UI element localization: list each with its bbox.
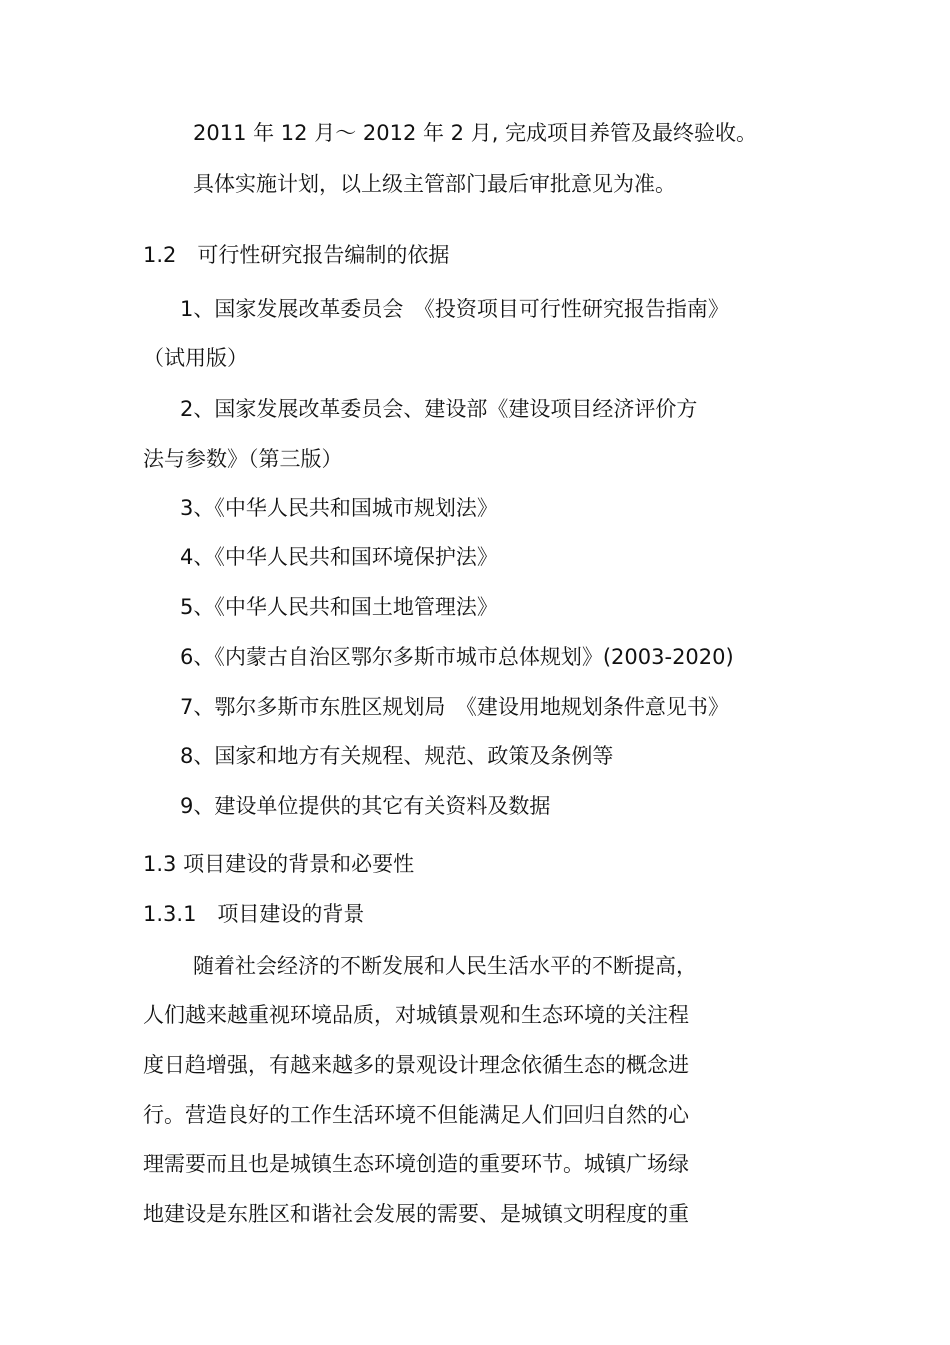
list-item: 6、《内蒙古自治区鄂尔多斯市城市总体规划》(2003-2020) — [180, 645, 734, 669]
paragraph-line: 度日趋增强，有越来越多的景观设计理念依循生态的概念进 — [143, 1053, 689, 1077]
paragraph-line: 行。营造良好的工作生活环境不但能满足人们回归自然的心 — [143, 1103, 689, 1127]
subsection-heading: 1.3.1 项目建设的背景 — [143, 902, 365, 926]
section-heading: 1.3 项目建设的背景和必要性 — [143, 852, 415, 876]
list-item: 7、鄂尔多斯市东胜区规划局 《建设用地规划条件意见书》 — [180, 695, 729, 719]
list-item-continuation: 法与参数》（第三版） — [143, 447, 343, 471]
list-item: 8、国家和地方有关规程、规范、政策及条例等 — [180, 744, 614, 768]
list-item: 3、《中华人民共和国城市规划法》 — [180, 496, 498, 520]
paragraph-line: 地建设是东胜区和谐社会发展的需要、是城镇文明程度的重 — [143, 1202, 689, 1226]
section-heading: 1.2 可行性研究报告编制的依据 — [143, 243, 450, 267]
paragraph-line: 人们越来越重视环境品质，对城镇景观和生态环境的关注程 — [143, 1003, 689, 1027]
list-item: 1、国家发展改革委员会 《投资项目可行性研究报告指南》 — [180, 297, 729, 321]
list-item: 2、国家发展改革委员会、建设部《建设项目经济评价方 — [180, 397, 698, 421]
paragraph-line: 理需要而且也是城镇生态环境创造的重要环节。城镇广场绿 — [143, 1152, 689, 1176]
list-item: 5、《中华人民共和国土地管理法》 — [180, 595, 498, 619]
list-item-continuation: （试用版） — [143, 346, 248, 370]
text-line: 具体实施计划，以上级主管部门最后审批意见为准。 — [193, 172, 676, 196]
text-line: 2011 年 12 月～ 2012 年 2 月, 完成项目养管及最终验收。 — [193, 121, 758, 145]
list-item: 9、建设单位提供的其它有关资料及数据 — [180, 794, 551, 818]
list-item: 4、《中华人民共和国环境保护法》 — [180, 545, 498, 569]
paragraph-line: 随着社会经济的不断发展和人民生活水平的不断提高， — [193, 954, 697, 978]
